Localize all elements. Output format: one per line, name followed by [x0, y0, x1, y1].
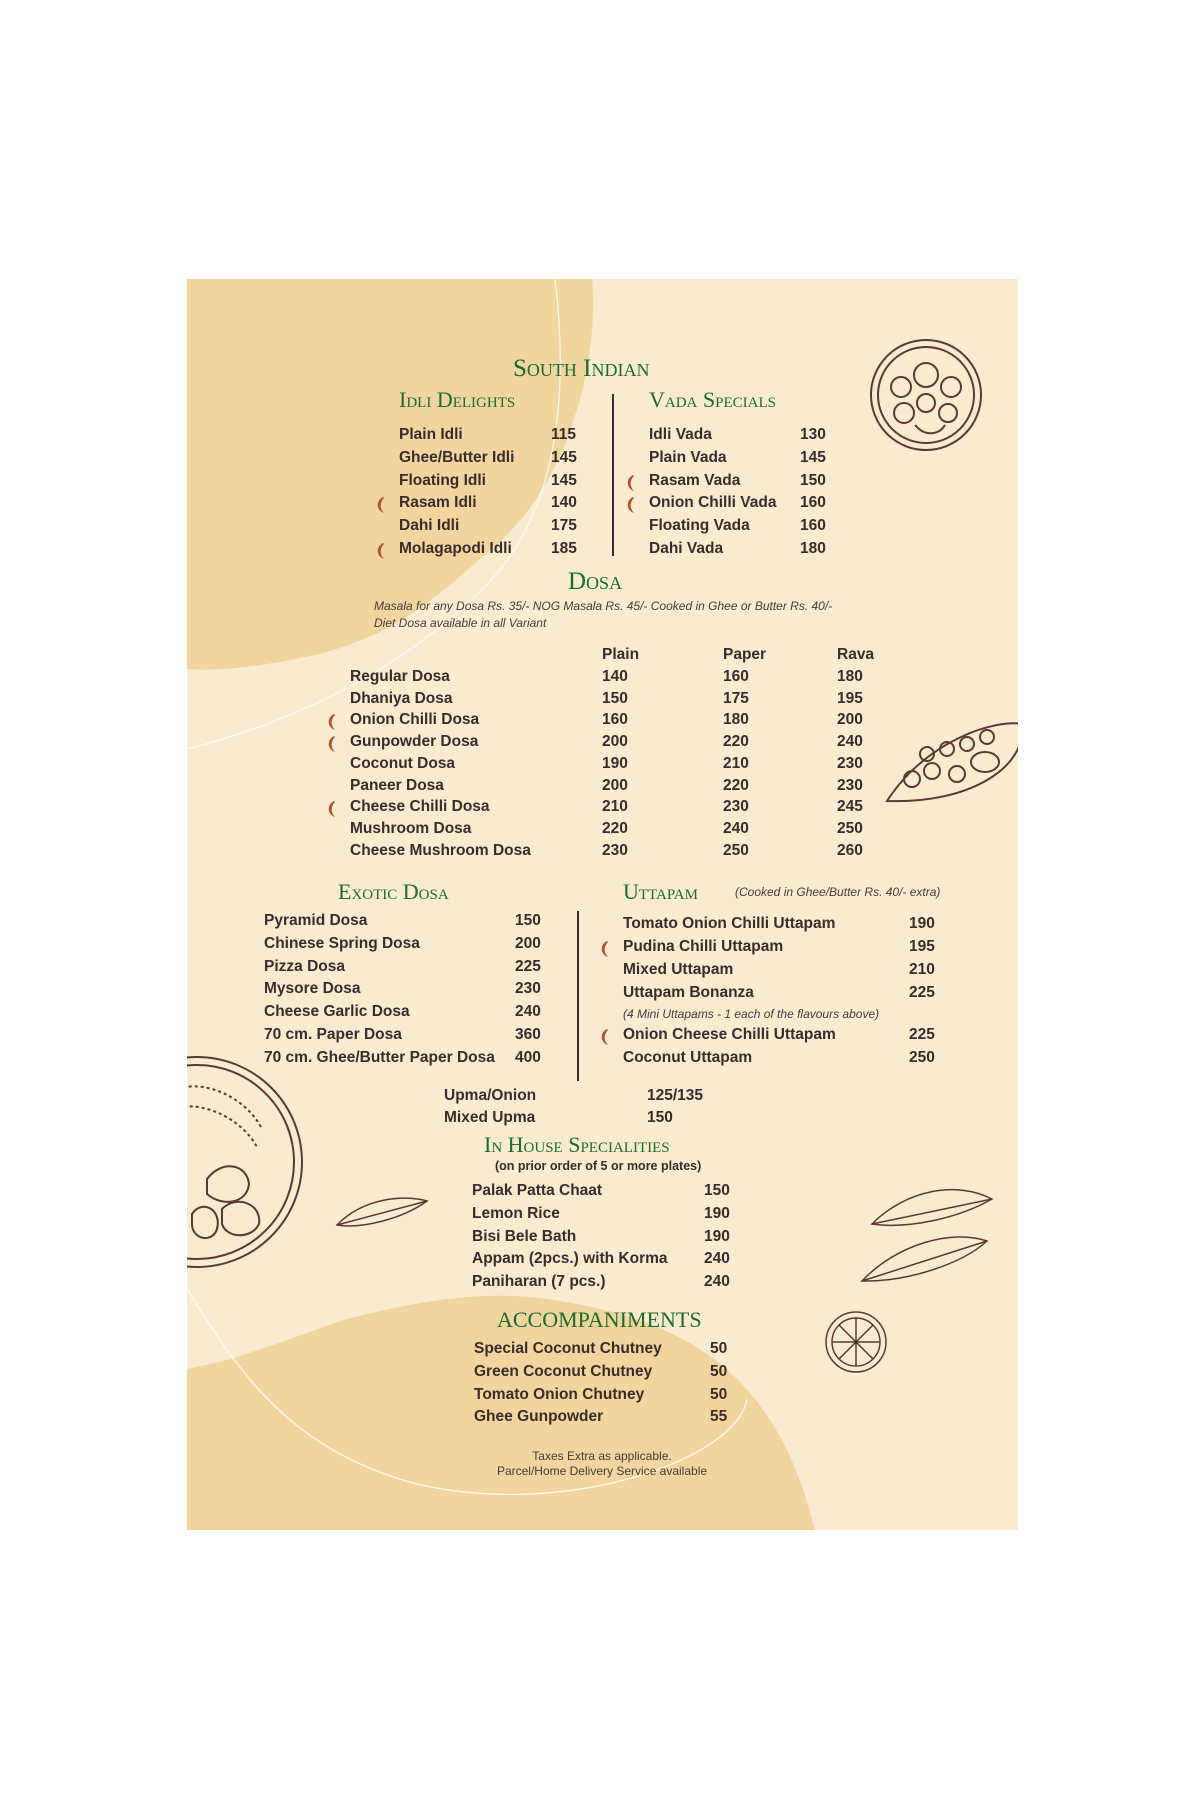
exotic-item-price: 230: [515, 980, 541, 998]
chili-icon: [326, 713, 337, 731]
rice-bowl-illustration: [187, 1057, 302, 1267]
dosa-note-masala: Masala for any Dosa Rs. 35/- NOG Masala Rs. 45/- Cooked in Ghee or Butter Rs. 40/-: [374, 599, 833, 613]
speciality-item-name: Palak Patta Chaat: [472, 1182, 603, 1199]
exotic-item-name: Pyramid Dosa: [264, 912, 368, 929]
chili-icon: [599, 1028, 610, 1046]
idli-item-price: 145: [551, 448, 577, 466]
uttapam-item-price: 210: [909, 961, 935, 978]
dosa-item-price: 180: [723, 711, 749, 729]
dosa-item: [350, 798, 910, 820]
vada-heading: Vada Specials: [649, 387, 776, 412]
exotic-item-name: Mysore Dosa: [264, 980, 361, 998]
exotic-item-name: 70 cm. Paper Dosa: [264, 1026, 402, 1043]
dosa-item: [350, 711, 910, 733]
chili-icon: [625, 496, 636, 514]
idli-item-name: Plain Idli: [399, 426, 463, 443]
exotic-item: [264, 1026, 564, 1048]
uttapam-item: [623, 984, 953, 1006]
exotic-item-name: Pizza Dosa: [264, 957, 345, 975]
dosa-item-price: 190: [602, 754, 628, 772]
specialities-note: (on prior order of 5 or more plates): [495, 1159, 702, 1173]
leaf-illustration-left: [337, 1198, 427, 1226]
vada-item-name: Plain Vada: [649, 448, 727, 466]
idli-item-price: 115: [551, 426, 577, 443]
speciality-item: [472, 1273, 742, 1295]
exotic-item-price: 225: [515, 957, 541, 975]
speciality-item: [472, 1205, 742, 1227]
uttapam-item-name: Pudina Chilli Uttapam: [623, 938, 784, 955]
dosa-item-name: Cheese Chilli Dosa: [350, 798, 490, 816]
exotic-item: [264, 958, 564, 980]
exotic-uttapam-divider: [577, 911, 579, 1081]
uttapam-item-price: 190: [909, 915, 935, 932]
vada-item: [649, 517, 849, 539]
exotic-item: [264, 980, 564, 1002]
idli-heading: Idli Delights: [399, 387, 516, 412]
exotic-item-price: 240: [515, 1003, 541, 1021]
chili-icon: [599, 940, 610, 958]
dosa-item-price: 260: [837, 841, 863, 859]
vada-item: [649, 540, 849, 562]
upma-item-price: 125/135: [647, 1087, 704, 1104]
dosa-item-price: 160: [602, 711, 628, 729]
vada-item-name: Dahi Vada: [649, 540, 724, 557]
idli-item: [399, 426, 599, 448]
dosa-item-name: Onion Chilli Dosa: [350, 711, 480, 729]
idli-item-name: Rasam Idli: [399, 494, 477, 512]
vada-item-price: 150: [800, 471, 826, 489]
dosa-item-price: 220: [602, 819, 628, 837]
uttapam-item-name: Onion Cheese Chilli Uttapam: [623, 1026, 836, 1043]
accompaniment-item-price: 50: [710, 1340, 728, 1357]
footer-delivery: Parcel/Home Delivery Service available: [496, 1464, 708, 1478]
dosa-heading: Dosa: [568, 568, 623, 595]
upma-item-name: Mixed Upma: [444, 1109, 536, 1126]
speciality-item-price: 150: [704, 1182, 730, 1199]
thali-plate-illustration: [871, 340, 981, 450]
vada-item: [649, 494, 849, 516]
dosa-item-price: 240: [723, 819, 749, 837]
speciality-item: [472, 1182, 742, 1204]
exotic-item: [264, 935, 564, 957]
exotic-heading: Exotic Dosa: [338, 879, 449, 904]
accompaniment-item: [474, 1386, 744, 1408]
uttapam-item: [623, 1026, 953, 1048]
vada-item: [649, 426, 849, 448]
dosa-note-diet: Diet Dosa available in all Variant: [374, 616, 547, 630]
dosa-item-price: 160: [723, 668, 749, 685]
dosa-item-price: 220: [723, 733, 749, 751]
upma-item-name: Upma/Onion: [444, 1087, 537, 1104]
speciality-item-price: 190: [704, 1204, 730, 1222]
exotic-item-price: 360: [515, 1026, 541, 1043]
dosa-item: [350, 777, 910, 799]
uttapam-item-name: Uttapam Bonanza: [623, 984, 754, 1001]
specialities-heading: In House Specialities: [484, 1132, 670, 1157]
dosa-item-name: Coconut Dosa: [350, 754, 456, 772]
vada-item-price: 145: [800, 448, 826, 466]
dosa-item-price: 200: [837, 711, 863, 729]
dosa-item: [350, 842, 910, 864]
accompaniment-item-name: Ghee Gunpowder: [474, 1408, 604, 1426]
uttapam-item-name: Tomato Onion Chilli Uttapam: [623, 915, 836, 932]
dosa-col-paper: Paper: [723, 646, 767, 663]
vada-item-price: 180: [800, 540, 826, 557]
dosa-item-price: 150: [602, 689, 628, 707]
speciality-item-name: Lemon Rice: [472, 1204, 560, 1222]
accompaniment-item: [474, 1340, 744, 1362]
speciality-item-name: Appam (2pcs.) with Korma: [472, 1250, 668, 1268]
accompaniment-item-name: Special Coconut Chutney: [474, 1340, 662, 1357]
dosa-item-name: Dhaniya Dosa: [350, 689, 453, 707]
speciality-item-price: 240: [704, 1273, 730, 1291]
exotic-item-name: 70 cm. Ghee/Butter Paper Dosa: [264, 1048, 495, 1066]
vada-item-price: 160: [800, 494, 826, 512]
speciality-item-name: Paniharan (7 pcs.): [472, 1273, 606, 1291]
idli-item-name: Dahi Idli: [399, 517, 460, 535]
dosa-item-price: 200: [602, 733, 628, 751]
exotic-item-price: 400: [515, 1048, 541, 1066]
dosa-item-price: 200: [602, 776, 628, 794]
vada-item: [649, 449, 849, 471]
chili-icon: [375, 496, 386, 514]
idli-item-name: Molagapodi Idli: [399, 540, 512, 557]
accompaniment-item: [474, 1363, 744, 1385]
speciality-item-price: 240: [704, 1250, 730, 1268]
dosa-item-name: Paneer Dosa: [350, 776, 444, 794]
dosa-col-plain: Plain: [602, 646, 640, 663]
dosa-item: [350, 733, 910, 755]
idli-item-price: 175: [551, 517, 577, 535]
speciality-item-price: 190: [704, 1227, 730, 1245]
dosa-item-name: Mushroom Dosa: [350, 819, 472, 837]
chili-icon: [375, 542, 386, 560]
idli-item-name: Ghee/Butter Idli: [399, 448, 515, 466]
dosa-item-price: 220: [723, 776, 749, 794]
uttapam-item: [623, 915, 953, 937]
dosa-item-name: Gunpowder Dosa: [350, 733, 479, 751]
idli-item-price: 140: [551, 494, 577, 512]
chili-icon: [625, 474, 636, 492]
dosa-item: [350, 668, 910, 690]
exotic-item-name: Chinese Spring Dosa: [264, 934, 420, 952]
accompaniment-item-price: 50: [710, 1362, 728, 1380]
dosa-col-rava: Rava: [837, 646, 875, 663]
accompaniment-item: [474, 1408, 744, 1430]
accompaniment-item-price: 50: [710, 1385, 728, 1403]
dosa-item: [350, 755, 910, 777]
dosa-item-price: 250: [837, 819, 863, 837]
vada-item-name: Floating Vada: [649, 517, 750, 535]
idli-vada-divider: [612, 394, 614, 556]
vada-item-price: 160: [800, 517, 826, 535]
chili-icon: [326, 800, 337, 818]
dosa-item-price: 240: [837, 733, 863, 751]
exotic-item-price: 150: [515, 912, 541, 929]
idli-item: [399, 517, 599, 539]
uttapam-item-price: 225: [909, 1026, 935, 1043]
idli-item: [399, 540, 599, 562]
leaf-illustration-right: [862, 1190, 992, 1281]
vada-item-name: Onion Chilli Vada: [649, 494, 777, 512]
dosa-item-price: 195: [837, 689, 863, 707]
uttapam-item: [623, 1049, 953, 1071]
vada-item: [649, 472, 849, 494]
uttapam-heading: Uttapam: [623, 879, 698, 904]
uttapam-item: [623, 938, 953, 960]
dosa-item-price: 210: [602, 798, 628, 816]
uttapam-item-name: Mixed Uttapam: [623, 961, 734, 978]
idli-item-name: Floating Idli: [399, 471, 486, 489]
dosa-item-price: 210: [723, 754, 749, 772]
upma-item: [444, 1109, 744, 1131]
idli-item-price: 145: [551, 471, 577, 489]
uttapam-item-price: 250: [909, 1049, 935, 1066]
uttapam-item: [623, 961, 953, 983]
idli-item: [399, 472, 599, 494]
chili-icon: [326, 735, 337, 753]
exotic-item: [264, 912, 564, 934]
dosa-item-price: 230: [602, 841, 628, 859]
speciality-item: [472, 1228, 742, 1250]
idli-item: [399, 449, 599, 471]
footer-taxes: Taxes Extra as applicable.: [532, 1449, 672, 1463]
uttapam-item-price: 225: [909, 984, 935, 1001]
speciality-item: [472, 1250, 742, 1272]
exotic-item-name: Cheese Garlic Dosa: [264, 1003, 410, 1021]
dosa-item: [350, 690, 910, 712]
dosa-item-price: 230: [837, 754, 863, 772]
dosa-item-price: 230: [837, 776, 863, 794]
dosa-item: [350, 820, 910, 842]
dosa-item-price: 230: [723, 798, 749, 816]
dosa-item-price: 175: [723, 689, 749, 707]
uttapam-item-price: 195: [909, 938, 935, 955]
uttapam-bonanza-note: (4 Mini Uttapams - 1 each of the flavours above): [623, 1007, 880, 1021]
vada-item-price: 130: [800, 426, 826, 443]
accompaniments-heading: ACCOMPANIMENTS: [497, 1307, 702, 1332]
accompaniment-item-name: Tomato Onion Chutney: [474, 1385, 645, 1403]
lemon-slice-illustration: [826, 1312, 886, 1372]
menu-page: [187, 279, 1018, 1530]
idli-item: [399, 494, 599, 516]
vada-item-name: Rasam Vada: [649, 471, 741, 489]
dosa-item-price: 140: [602, 668, 628, 685]
uttapam-item-name: Coconut Uttapam: [623, 1049, 753, 1066]
exotic-item-price: 200: [515, 934, 541, 952]
vada-item-name: Idli Vada: [649, 426, 712, 443]
dosa-item-name: Regular Dosa: [350, 668, 450, 685]
idli-item-price: 185: [551, 540, 577, 557]
dosa-item-price: 250: [723, 841, 749, 859]
uttapam-note: (Cooked in Ghee/Butter Rs. 40/- extra): [735, 885, 941, 899]
exotic-item: [264, 1049, 564, 1071]
page-title: South Indian: [513, 355, 650, 382]
accompaniment-item-price: 55: [710, 1408, 728, 1426]
dosa-item-price: 245: [837, 798, 863, 816]
dosa-item-price: 180: [837, 668, 863, 685]
speciality-item-name: Bisi Bele Bath: [472, 1227, 577, 1245]
exotic-item: [264, 1003, 564, 1025]
dosa-item-name: Cheese Mushroom Dosa: [350, 841, 531, 859]
upma-item: [444, 1087, 744, 1109]
accompaniment-item-name: Green Coconut Chutney: [474, 1362, 653, 1380]
upma-item-price: 150: [647, 1109, 673, 1126]
